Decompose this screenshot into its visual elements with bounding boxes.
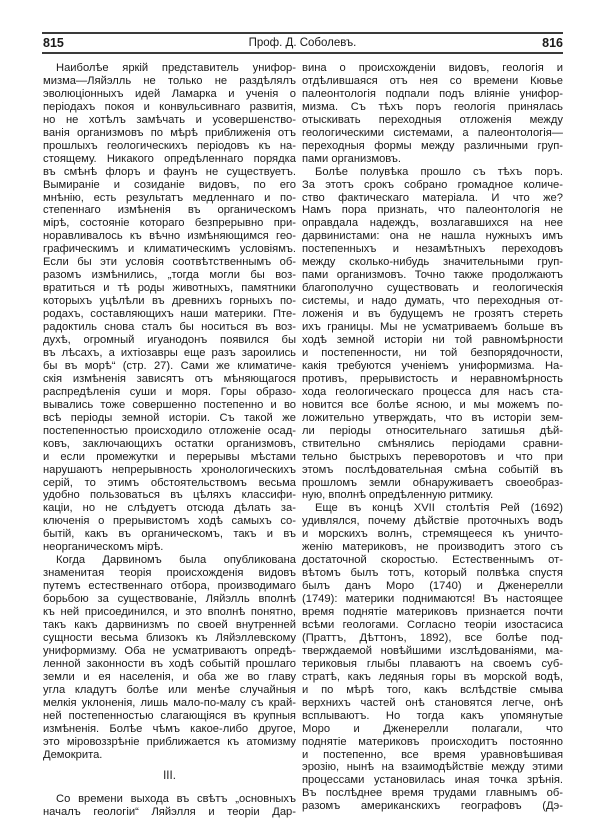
text-line: время поднятіе материковъ признается почти [302, 606, 563, 619]
text-line: ложенія и въ будущемъ не грозятъ стереть [302, 308, 563, 321]
text-line: ковъ, заключающихъ остатки организмовъ, [43, 437, 296, 450]
text-line: такъ какъ дарвинизмъ по своей внутренней [43, 618, 296, 631]
text-line: скія измѣненія зависятъ отъ мѣняющагося [43, 372, 296, 385]
page-header [42, 35, 563, 51]
text-line: эволюціонныхъ идей Ламарка и ученія о [43, 87, 296, 100]
text-line: Наиболѣе яркій представитель унифор- [56, 62, 296, 74]
text-line: распредѣленія суши и моря. Горы образо- [43, 385, 296, 398]
text-line: Вымираніе и созиданіе видовъ, по его [43, 178, 296, 191]
text-line: верхнихъ частей онѣ становятся легче, онѣ [302, 696, 563, 709]
text-line: женію материковъ, не производитъ этого съ [302, 541, 563, 554]
text-line: но не хотѣлъ замѣчать и усовершенство- [43, 113, 296, 126]
text-line: борьбою за существованіе, Ляйэлль вполнѣ [43, 593, 296, 606]
text-line: ную, вполнѣ опредѣленную ритмику. [302, 489, 494, 502]
header-bottom-rule [42, 52, 563, 54]
text-line: разомъ измѣнились, „тогда могли бы воз- [43, 269, 296, 282]
text-line: былъ данъ Моро (1740) и Дженерелли [302, 580, 563, 593]
text-line: стоящему. Никакого опредѣленнаго порядка [43, 152, 296, 165]
text-line: постепенностью происходило отложеніе осад- [43, 424, 296, 437]
text-line: вывались тоже совершенно постепенно и во [43, 398, 296, 411]
text-line: путемъ естественнаго отбора, производимаго [43, 580, 296, 593]
text-line: мнѣнію, есть результатъ медленнаго и по- [43, 191, 296, 204]
text-line: сущности весьма близокъ къ Ляйэллевскому [43, 631, 296, 644]
text-line: ложительно утверждать, что въ исторіи зем- [302, 411, 563, 424]
running-title: Проф. Д. Соболевъ. [248, 37, 357, 49]
text-line: этомъ послѣдовательная смѣна событій въ [302, 463, 563, 476]
text-line: неорганическомъ мірѣ. [43, 541, 164, 554]
text-line: которыхъ уцѣлѣли въ древнихъ горныхъ по- [43, 295, 296, 308]
text-line: ванія организмовъ по мѣрѣ приближенія отъ [43, 126, 296, 139]
text-line: стратѣ, какъ ледяныя горы въ морской водѣ, [302, 670, 563, 683]
text-line: бы въ морѣ“ (стр. 27). Сами же климатиче- [43, 359, 296, 372]
text-line: къ ней присоединился, и это вполнѣ понятно, [43, 606, 296, 619]
text-line: вѣтомъ былъ тотъ, который полвѣка спустя [302, 567, 563, 580]
text-line: Въ послѣднее время трудами главнымъ об- [302, 787, 563, 800]
text-line: графическимъ и климатическимъ условіямъ. [43, 243, 296, 256]
text-line: благополучно существовать и геологическія [302, 282, 563, 295]
text-line: мизма—Ляйэлль не только не раздѣлялъ [43, 74, 296, 87]
text-line: пами организмовъ. Точно также продолжаютъ [302, 269, 563, 282]
text-line: родахъ, составляющихъ наши материки. Пте- [43, 308, 296, 321]
text-line: и по мѣрѣ того, какъ вслѣдствіе смыва [302, 683, 563, 696]
text-line: и постепенности, ни той безпорядочности, [302, 346, 563, 359]
text-line: оправдала надеждъ, возлагавшихся на нее [302, 217, 563, 230]
text-line: знаменитая теорія происхожденія видовъ [43, 567, 296, 580]
text-line: всплываютъ. Но тогда какъ упомянутые [302, 709, 563, 722]
text-line: униформизму. Оба не усматриваютъ опредѣ- [43, 644, 296, 657]
text-line: палеонтологія подпали подъ вліяніе унифор- [302, 87, 563, 100]
text-line: тверждаемой новѣйшими изслѣдованіями, ма- [302, 644, 563, 657]
text-line: началъ геологіи“ Ляйэлля и теоріи Дар- [43, 806, 296, 819]
text-line: Моро и Дженерелли полагали, что [302, 722, 563, 735]
text-line: ней постепенностью слагающіяся въ крупныя [43, 709, 296, 722]
text-line: поднятіе материковъ происходитъ постоянно [302, 735, 563, 748]
page-number-left: 815 [43, 36, 64, 50]
text-line: новится все болѣе ясною, и мы можемъ по- [302, 398, 563, 411]
text-line: всѣми геологами. Согласно теоріи изостасиса [302, 618, 563, 631]
text-line: ствительно смѣнялись періодами сравни- [302, 437, 563, 450]
text-line: геологическими системами, а палеонтологія— [302, 126, 563, 139]
text-line: періодахъ покоя и конвульсивнаго развитія, [43, 100, 296, 113]
text-line: нарушаютъ непрерывность хронологическихъ [43, 463, 296, 476]
text-line: серій, то этимъ обстоятельствомъ весьма [43, 476, 296, 489]
text-line: постепенныхъ и незамѣтныхъ переходовъ [302, 243, 563, 256]
text-line: это міровоззрѣніе приближается къ атомизму [43, 735, 296, 748]
header-top-rule [42, 32, 563, 34]
text-line: ихъ границы. Мы не усматриваемъ больше въ [302, 321, 563, 334]
text-line: каціи, но не слѣдуетъ отсюда дѣлать за- [43, 502, 296, 515]
text-line: противъ, прерывистость и неравномѣрность [302, 372, 563, 385]
text-line: тельно быстрыхъ переворотовъ и что при [302, 450, 563, 463]
text-line: норавливалось къ вѣчно измѣняющимся гео- [43, 230, 296, 243]
text-line: вина о происхожденіи видовъ, геологія и [302, 62, 563, 74]
text-line: и постепенно, все время уравновѣшивая [302, 748, 563, 761]
left-column [43, 62, 296, 819]
text-line: териковыя глыбы плаваютъ на своемъ суб- [302, 657, 563, 670]
text-line: прошломъ земли обнаруживаетъ своеобраз- [302, 476, 563, 489]
text-line: Со времени выхода въ свѣтъ „основныхъ [56, 793, 296, 806]
text-line: ство фактическаго матеріала. И что же? [302, 191, 563, 204]
text-line: Намъ пора признать, что палеонтологія не [302, 204, 563, 217]
text-line: степеннаго измѣненія въ органическомъ [43, 204, 296, 217]
text-line: Еще въ концѣ XVII столѣтія Рей (1692) [315, 502, 563, 515]
text-line: хода геологическаго процесса для насъ ста- [302, 385, 563, 398]
text-line: процессами установилась иная точка зрѣнія. [302, 774, 563, 787]
right-column [302, 62, 563, 813]
text-line: мизма. Съ тѣхъ поръ геологія принялась [302, 100, 563, 113]
text-line: Если бы эти условія соотвѣтственнымъ об- [43, 256, 296, 269]
text-line: мелкія уклоненія, лишь мало-по-малу съ край- [43, 696, 296, 709]
text-line: дарвинистами: она не нашла нужныхъ имъ [302, 230, 563, 243]
text-line: удивлялся, почему дѣйствіе проточныхъ водъ [302, 515, 563, 528]
text-line: мірѣ, состояніе котораго безпрерывно при- [43, 217, 296, 230]
text-line: разомъ американскихъ географовъ (Дэ- [302, 800, 563, 813]
text-line: достаточной скоростью. Естественнымъ от- [302, 554, 563, 567]
text-line: удобно пользоваться въ цѣляхъ классифи- [43, 489, 296, 502]
text-line: ходѣ земной исторіи ни той равномѣрности [302, 334, 563, 347]
text-line: Демокрита. [43, 748, 103, 761]
section-heading: III. [163, 770, 176, 783]
text-line: бытій, какъ въ органическомъ, такъ и въ [43, 528, 296, 541]
page-number-right: 816 [542, 36, 563, 50]
text-line: въ смѣнѣ флоръ и фаунъ не существуетъ. [43, 165, 296, 178]
text-line: измѣненія. Болѣе чѣмъ какое-либо другое, [43, 722, 296, 735]
text-line: духѣ, огромный игуанодонъ появился бы [43, 334, 296, 347]
text-line: (1749): материки поднимаются! Въ настоящее [302, 593, 563, 606]
text-line: вратиться и тѣ роды животныхъ, памятники [43, 282, 296, 295]
text-line: какія требуются ученіемъ униформизма. На- [302, 359, 563, 372]
text-line: радоктиль снова сталъ бы носиться въ воз- [43, 321, 296, 334]
text-line: и морскихъ волнъ, стремящееся къ уничто- [302, 528, 563, 541]
text-line: ли періоды относительнаго затишья дѣй- [302, 424, 563, 437]
text-line: прошлыхъ геологическихъ періодовъ къ на- [43, 139, 296, 152]
text-line: угла кладутъ болѣе или менѣе случайныя [43, 683, 296, 696]
text-line: всѣ періоды земной исторіи. Съ такой же [43, 411, 296, 424]
text-line: и если промежутки и перерывы мѣстами [43, 450, 296, 463]
text-line: ключенія о прерывистомъ ходѣ самыхъ со- [43, 515, 296, 528]
text-line: (Праттъ, Дѣттонъ, 1892), все болѣе под- [302, 631, 563, 644]
text-line: пами организмовъ. [302, 152, 401, 165]
text-line: Когда Дарвиномъ была опубликована [56, 554, 296, 567]
text-line: отыскивать переходныя отложенія между [302, 113, 563, 126]
text-line: Болѣе полувѣка прошло съ тѣхъ поръ. [315, 165, 563, 178]
text-line: между сколько-нибудь значительными груп- [302, 256, 563, 269]
text-line: За этотъ срокъ собрано громадное количе- [302, 178, 563, 191]
text-line: системы, и надо думать, что переходныя от- [302, 295, 563, 308]
text-line: переходныя формы между различными груп- [302, 139, 563, 152]
text-line: эрозію, нынѣ на взаимодѣйствіе между этими [302, 761, 563, 774]
text-line: ленной законности въ ходѣ событій прошлаго [43, 657, 296, 670]
text-line: отдѣлившаяся отъ нея со времени Кювье [302, 74, 563, 87]
text-line: въ лѣсахъ, а ихтіозавры еще разъ зароились [43, 346, 296, 359]
text-line: земли и ея населенія, и оба же во главу [43, 670, 296, 683]
